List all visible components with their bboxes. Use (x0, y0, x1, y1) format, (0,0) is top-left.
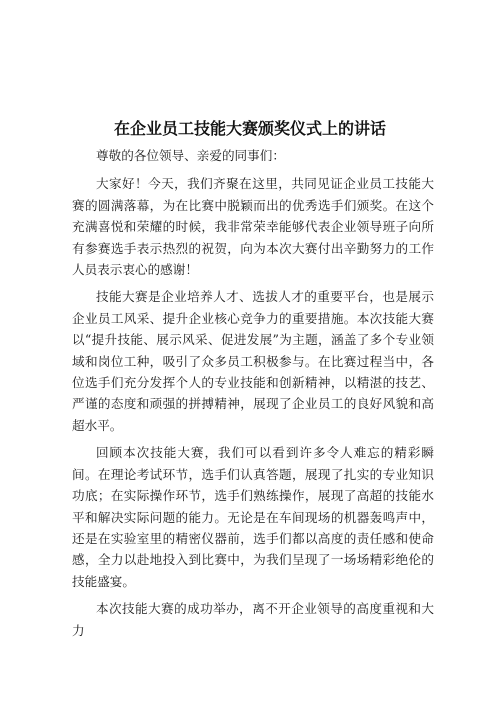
document-title: 在企业员工技能大赛颁奖仪式上的讲话 (113, 119, 386, 138)
paragraph-2: 技能大赛是企业培养人才、选拔人才的重要平台，也是展示企业员工风采、提升企业核心竞争力的重要措施。本次技能大赛以“提升技能、展示风采、促进发展”为主题，涵盖了多个专业领域和岗位工种，吸引了众多员工积极参与。在比赛过程当中，各位选手们充分发挥个人的专业技能和创新精神，以精湛的技艺、严谨的态度和顽强的拼搏精神，展现了企业员工的良好风貌和高超水平。 (72, 289, 434, 433)
document-body (72, 145, 434, 647)
paragraph-4: 本次技能大赛的成功举办，离不开企业领导的高度重视和大力 (72, 601, 434, 638)
paragraph-1: 大家好！今天，我们齐聚在这里，共同见证企业员工技能大赛的圆满落幕，为在比赛中脱颖而出的优秀选手们颁奖。在这个充满喜悦和荣耀的时候，我非常荣幸能够代表企业领导班子向所有参赛选手表示热烈的祝贺，向为本次大赛付出辛勤努力的工作人员表示衷心的感谢！ (72, 176, 434, 278)
paragraph-3: 回顾本次技能大赛，我们可以看到许多令人难忘的精彩瞬间。在理论考试环节，选手们认真答题，展现了扎实的专业知识功底；在实际操作环节，选手们熟练操作，展现了高超的技能水平和解决实际问题的能力。无论是在车间现场的机器轰鸣声中，还是在实验室里的精密仪器前，选手们都以高度的责任感和使命感，全力以赴地投入到比赛中，为我们呈现了一场场精彩绝伦的技能盛宴。 (72, 445, 434, 589)
salutation: 尊敬的各位领导、亲爱的同事们： (96, 148, 285, 163)
